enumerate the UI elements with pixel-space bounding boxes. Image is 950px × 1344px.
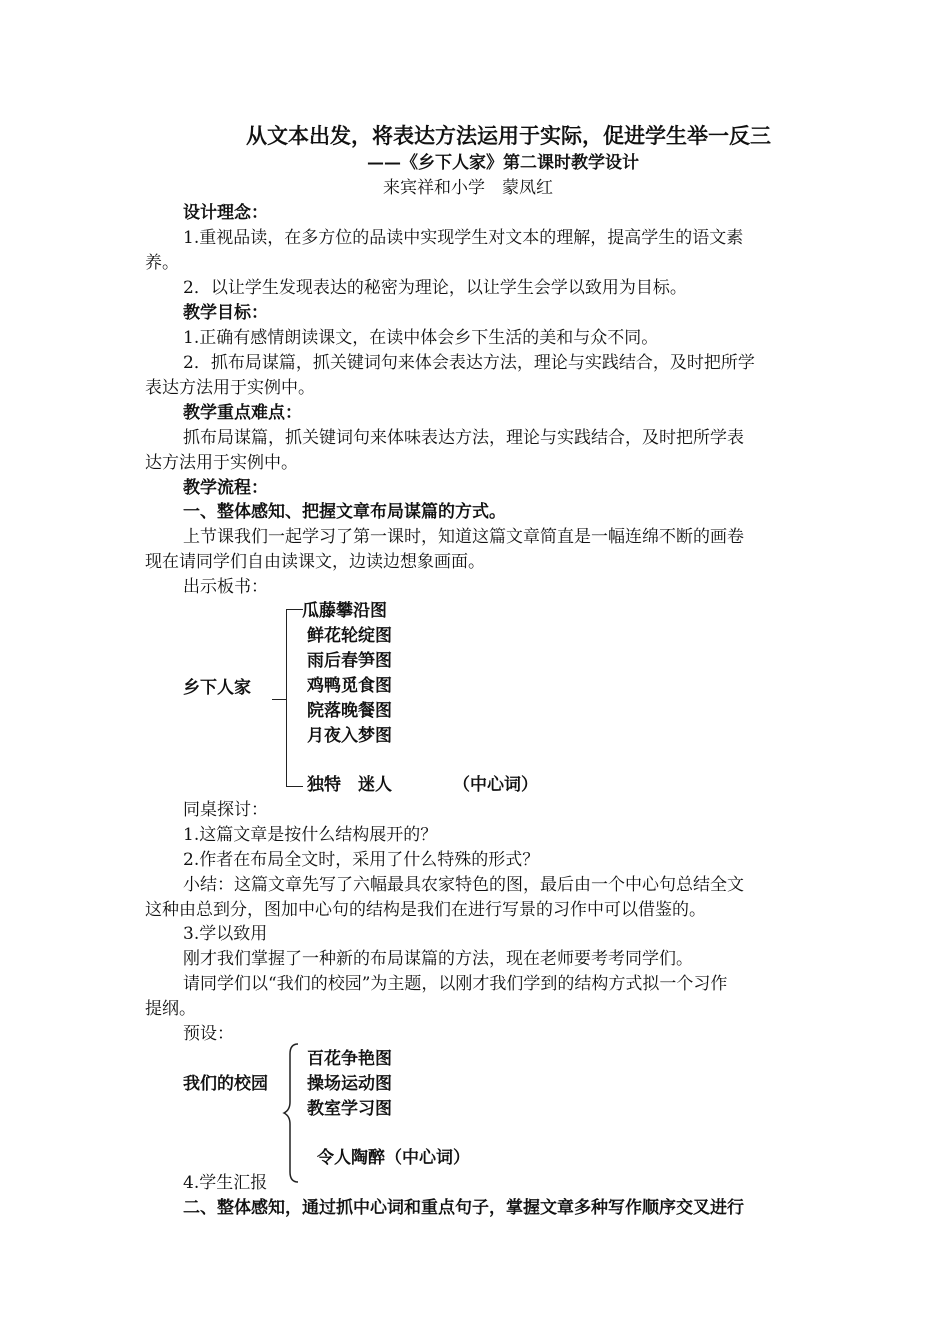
diagram1-item: 月夜入梦图	[307, 726, 392, 746]
diagram1-center-tag: （中心词）	[453, 775, 538, 795]
report-heading: 4.学生汇报	[183, 1173, 268, 1193]
summary-text-cont: 这种由总到分，图加中心句的结构是我们在进行写景的习作中可以借鉴的。	[145, 900, 706, 920]
diagram1-connector	[272, 699, 286, 700]
design-item-1-cont: 养。	[145, 253, 179, 273]
part1-heading: 一、整体感知、把握文章布局谋篇的方式。	[183, 502, 506, 522]
part1-paragraph-cont: 现在请同学们自由读课文，边读边想象画面。	[145, 552, 485, 572]
design-item-2: 2．以让学生发现表达的秘密为理论，以让学生会学以致用为目标。	[183, 278, 687, 298]
author-line: 来宾祥和小学 蒙凤红	[383, 178, 553, 198]
apply-paragraph-2-cont: 提纲。	[145, 999, 196, 1019]
discussion-question-2: 2.作者在布局全文时，采用了什么特殊的形式？	[183, 850, 540, 870]
apply-paragraph-2: 请同学们以“我们的校园”为主题，以刚才我们学到的结构方式拟一个习作	[183, 974, 728, 994]
diagram2-root: 我们的校园	[183, 1074, 268, 1094]
key-text: 抓布局谋篇，抓关键词句来体味表达方法，理论与实践结合，及时把所学表	[183, 428, 744, 448]
diagram1-item: 雨后春笋图	[307, 651, 392, 671]
diagram1-center-words: 独特 迷人	[307, 775, 392, 795]
flow-heading: 教学流程：	[183, 478, 268, 498]
page-subtitle: ——《乡下人家》第二课时教学设计	[367, 153, 639, 173]
goal-item-1: 1.正确有感情朗读课文，在读中体会乡下生活的美和与众不同。	[183, 328, 659, 348]
diagram1-item: 瓜藤攀沿图	[302, 601, 387, 621]
diagram1-brace	[286, 609, 303, 787]
key-text-cont: 达方法用于实例中。	[145, 453, 298, 473]
summary-text: 小结：这篇文章先写了六幅最具农家特色的图，最后由一个中心句总结全文	[183, 875, 744, 895]
part1-paragraph: 上节课我们一起学习了第一课时，知道这篇文章简直是一幅连绵不断的画卷	[183, 527, 744, 547]
goal-item-2-cont: 表达方法用于实例中。	[145, 378, 315, 398]
board-label: 出示板书：	[183, 577, 268, 597]
diagram1-root: 乡下人家	[183, 678, 251, 698]
apply-heading: 3.学以致用	[183, 924, 268, 944]
diagram2-brace	[282, 1042, 302, 1184]
design-heading: 设计理念：	[183, 203, 268, 223]
diagram2-item: 教室学习图	[307, 1099, 392, 1119]
apply-paragraph-1: 刚才我们掌握了一种新的布局谋篇的方法，现在老师要考考同学们。	[183, 949, 693, 969]
diagram1-item: 院落晚餐图	[307, 701, 392, 721]
diagram1-item: 鲜花轮绽图	[307, 626, 392, 646]
key-heading: 教学重点难点：	[183, 403, 302, 423]
diagram1-item: 鸡鸭觅食图	[307, 676, 392, 696]
page-title: 从文本出发，将表达方法运用于实际，促进学生举一反三	[246, 123, 771, 148]
goal-item-2: 2．抓布局谋篇，抓关键词句来体会表达方法，理论与实践结合，及时把所学	[183, 353, 755, 373]
design-item-1: 1.重视品读，在多方位的品读中实现学生对文本的理解，提高学生的语文素	[183, 228, 744, 248]
discussion-question-1: 1.这篇文章是按什么结构展开的？	[183, 825, 438, 845]
preset-label: 预设：	[183, 1024, 234, 1044]
diagram2-center: 令人陶醉（中心词）	[317, 1148, 470, 1168]
part2-heading: 二、整体感知，通过抓中心词和重点句子，掌握文章多种写作顺序交叉进行	[183, 1198, 744, 1218]
discussion-label: 同桌探讨：	[183, 800, 268, 820]
diagram2-item: 操场运动图	[307, 1074, 392, 1094]
goal-heading: 教学目标：	[183, 303, 268, 323]
diagram2-item: 百花争艳图	[307, 1049, 392, 1069]
